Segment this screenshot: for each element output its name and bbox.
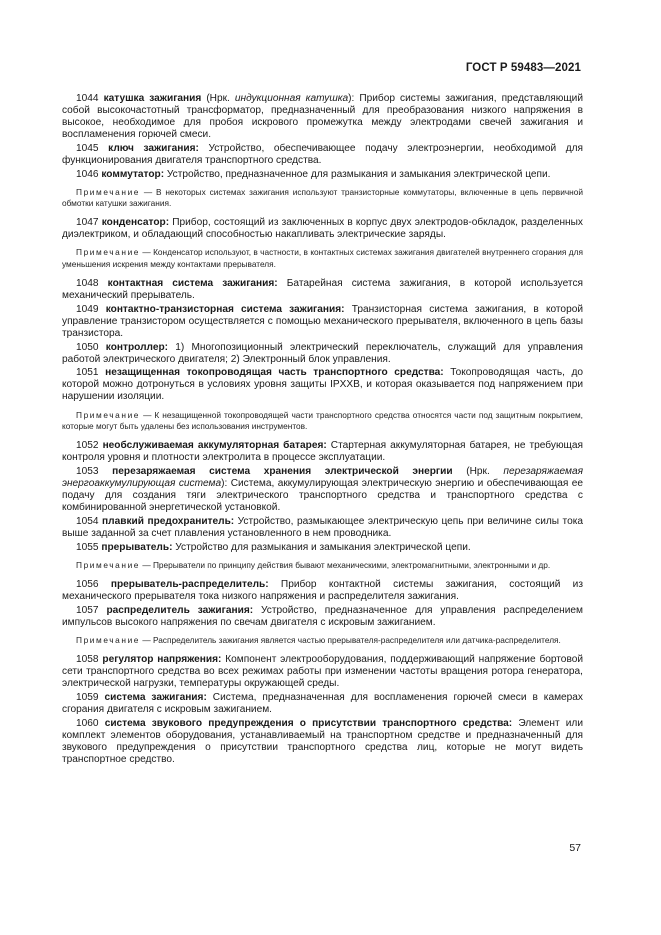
note-label: Примечание	[76, 247, 141, 258]
entry-term: прерыватель:	[101, 541, 173, 553]
entry-number: 1054	[76, 515, 99, 527]
entry-number: 1059	[76, 691, 99, 703]
note-label: Примечание	[76, 634, 141, 645]
entry-term: коммутатор:	[101, 168, 165, 180]
entry-term: распределитель зажигания:	[106, 604, 254, 616]
entry-term: регулятор напряжения:	[102, 653, 222, 665]
entry-1052	[62, 440, 583, 464]
entry-1060	[62, 718, 583, 766]
entry-1045	[62, 143, 583, 167]
note-label: Примечание	[76, 409, 141, 420]
entry-number: 1050	[76, 341, 99, 353]
note-text: — Распределитель зажигания является частью прерывателя-распределителя или датчика-распределителя.	[140, 634, 561, 645]
entry-definition: 1) Многопозиционный электрический переключатель, служащий для управления работой электрического двигателя; 2) Электронный блок управления.	[62, 341, 583, 365]
entry-number: 1056	[76, 578, 99, 590]
entry-number: 1051	[76, 367, 99, 379]
entry-number: 1053	[76, 465, 99, 477]
entry-definition: Устройство, предназначенное для управления распределением импульсов высокого напряжения по свечам двигателя с искровым зажиганием.	[62, 604, 583, 628]
entry-definition: Устройство для размыкания и замыкания электрической цепи.	[172, 541, 471, 553]
note-text: — К незащищенной токопроводящей части транспортного средства относятся части под защитным покрытием, которые могут быть удалены без использования инструментов.	[62, 409, 583, 431]
entry-term: катушка зажигания	[103, 93, 202, 104]
entry-term: ключ зажигания:	[108, 142, 199, 154]
entry-definition: Элемент или комплект элементов оборудования, устанавливаемый на транспортном средстве и предназначенный для звукового предупреждения о присутствии транспортного средства лиц, которые не могут видеть транспортное средство.	[62, 717, 583, 765]
entry-definition: Прибор контактной системы зажигания, состоящий из механического прерывателя тока низкого напряжения и распределителя зажигания.	[62, 578, 583, 602]
entry-term: необслуживаемая аккумуляторная батарея:	[102, 439, 327, 451]
entry-definition: Прибор, состоящий из заключенных в корпус двух электродов-обкладок, разделенных диэлектриком, и обладающий способностью накапливать электрические заряды.	[62, 217, 583, 241]
entry-1059	[62, 692, 583, 716]
entry-term: незащищенная токопроводящая часть транспортного средства:	[105, 367, 444, 379]
entry-term: система звукового предупреждения о присутствии транспортного средства:	[104, 717, 513, 729]
entry-definition: Токопроводящая часть, до которой можно дотронуться в условиях уровня защиты IPXXB, и которая оказывается под напряжением при нарушении изоляции.	[62, 367, 583, 403]
entry-number: 1058	[76, 653, 99, 665]
note-1047	[62, 247, 583, 269]
entry-1058	[62, 654, 583, 690]
note-label: Примечание	[76, 559, 141, 570]
entry-definition: Система, предназначенная для воспламенения горючей смеси в камерах сгорания двигателя с искровым зажиганием.	[62, 691, 583, 715]
entry-number: 1047	[76, 217, 99, 229]
entry-number: 1045	[76, 142, 99, 154]
entry-1051	[62, 367, 583, 403]
entry-definition: Устройство, размыкающее электрическую цепь при величине силы тока выше заданной за счет плавления установленного в нем проводника.	[62, 515, 583, 539]
entry-1054	[62, 516, 583, 540]
entry-1050	[62, 342, 583, 366]
entry-definition: Устройство, обеспечивающее подачу электроэнергии, необходимой для функционирования двигателя транспортного средства.	[62, 142, 583, 167]
non-recommended-term: перезаряжаемая энергоаккумулирующая система	[62, 465, 584, 489]
entry-definition: Транзисторная система зажигания, в которой управление транзистором осуществляется с помощью механического прерывателя, включенного в цепь базы транзистора.	[62, 303, 583, 339]
document-body	[62, 93, 583, 768]
note-text: — В некоторых системах зажигания используют транзисторные коммутаторы, включенные в цепь первичной обмотки катушки зажигания.	[62, 186, 583, 209]
entry-number: 1049	[76, 303, 99, 315]
entry-term: контактно-транзисторная система зажигания:	[105, 303, 345, 315]
note-label: Примечание	[76, 186, 141, 197]
entry-number: 1052	[76, 439, 99, 451]
page-number: 57	[569, 842, 581, 854]
entry-1053: 1053 перезаряжаемая система хранения электрической энергии (Нрк. перезаряжаемая энергоаккумулирующая система): Система, аккумулирующая электрическую энергию и обеспечивающая ее подачу для создания тяги электрического транспортного средства и транспортного средства с комбинированной энергетической установкой.	[62, 465, 584, 514]
entry-definition: Батарейная система зажигания, в которой используется механический прерыватель.	[62, 277, 583, 301]
entry-term: прерыватель-распределитель:	[110, 578, 269, 590]
note-text: — Конденсатор используют, в частности, в контактных системах зажигания двигателей внутреннего сгорания для уменьшения искрения между контактами прерывателя.	[62, 247, 583, 269]
entry-definition: Стартерная аккумуляторная батарея, не требующая контроля уровня и плотности электролита в процессе эксплуатации.	[62, 439, 583, 464]
entry-1057	[62, 605, 583, 629]
entry-number: 1044	[76, 93, 99, 104]
entry-number: 1057	[76, 604, 99, 616]
entry-definition: Устройство, предназначенное для размыкания и замыкания электрической цепи.	[164, 168, 551, 180]
entry-1044: 1044 катушка зажигания (Нрк. индукционная катушка): Прибор системы зажигания, представляющий собой высокочастотный трансформатор, предназначенный для преобразования низкого напряжения в высокое, необходимое для пробоя искрового промежутка между электродами свечей зажигания и воспламенения горючей смеси.	[62, 93, 583, 141]
standard-header: ГОСТ Р 59483—2021	[465, 62, 581, 74]
entry-1049	[62, 304, 583, 340]
entry-term: контроллер:	[105, 341, 169, 353]
note-1046	[62, 187, 583, 209]
entry-term: система зажигания:	[104, 691, 207, 703]
non-recommended-term: индукционная катушка	[234, 93, 349, 104]
entry-term: контактная система зажигания:	[107, 277, 278, 289]
entry-term: плавкий предохранитель:	[102, 515, 235, 527]
note-text: — Прерыватели по принципу действия бывают механическими, электромагнитными, электронными и др.	[140, 559, 551, 570]
entry-number: 1055	[76, 541, 99, 553]
entry-1055	[62, 542, 583, 554]
entry-number: 1046	[76, 168, 99, 180]
entry-1048	[62, 278, 583, 302]
entry-1056	[62, 579, 583, 603]
entry-definition: Компонент электрооборудования, поддерживающий напряжение бортовой сети транспортного средства во всех режимах работы при изменении частоты вращения ротора генератора, электрической нагрузки, температуры окружающей среды.	[62, 653, 583, 690]
note-1051	[62, 410, 583, 432]
note-1057	[62, 635, 583, 646]
entry-1046	[62, 169, 583, 181]
entry-number: 1060	[76, 717, 99, 729]
entry-1047	[62, 217, 583, 241]
note-1055	[62, 560, 583, 571]
entry-number: 1048	[76, 277, 99, 289]
entry-term: конденсатор:	[101, 217, 170, 229]
entry-term: перезаряжаемая система хранения электрической энергии	[112, 465, 453, 477]
